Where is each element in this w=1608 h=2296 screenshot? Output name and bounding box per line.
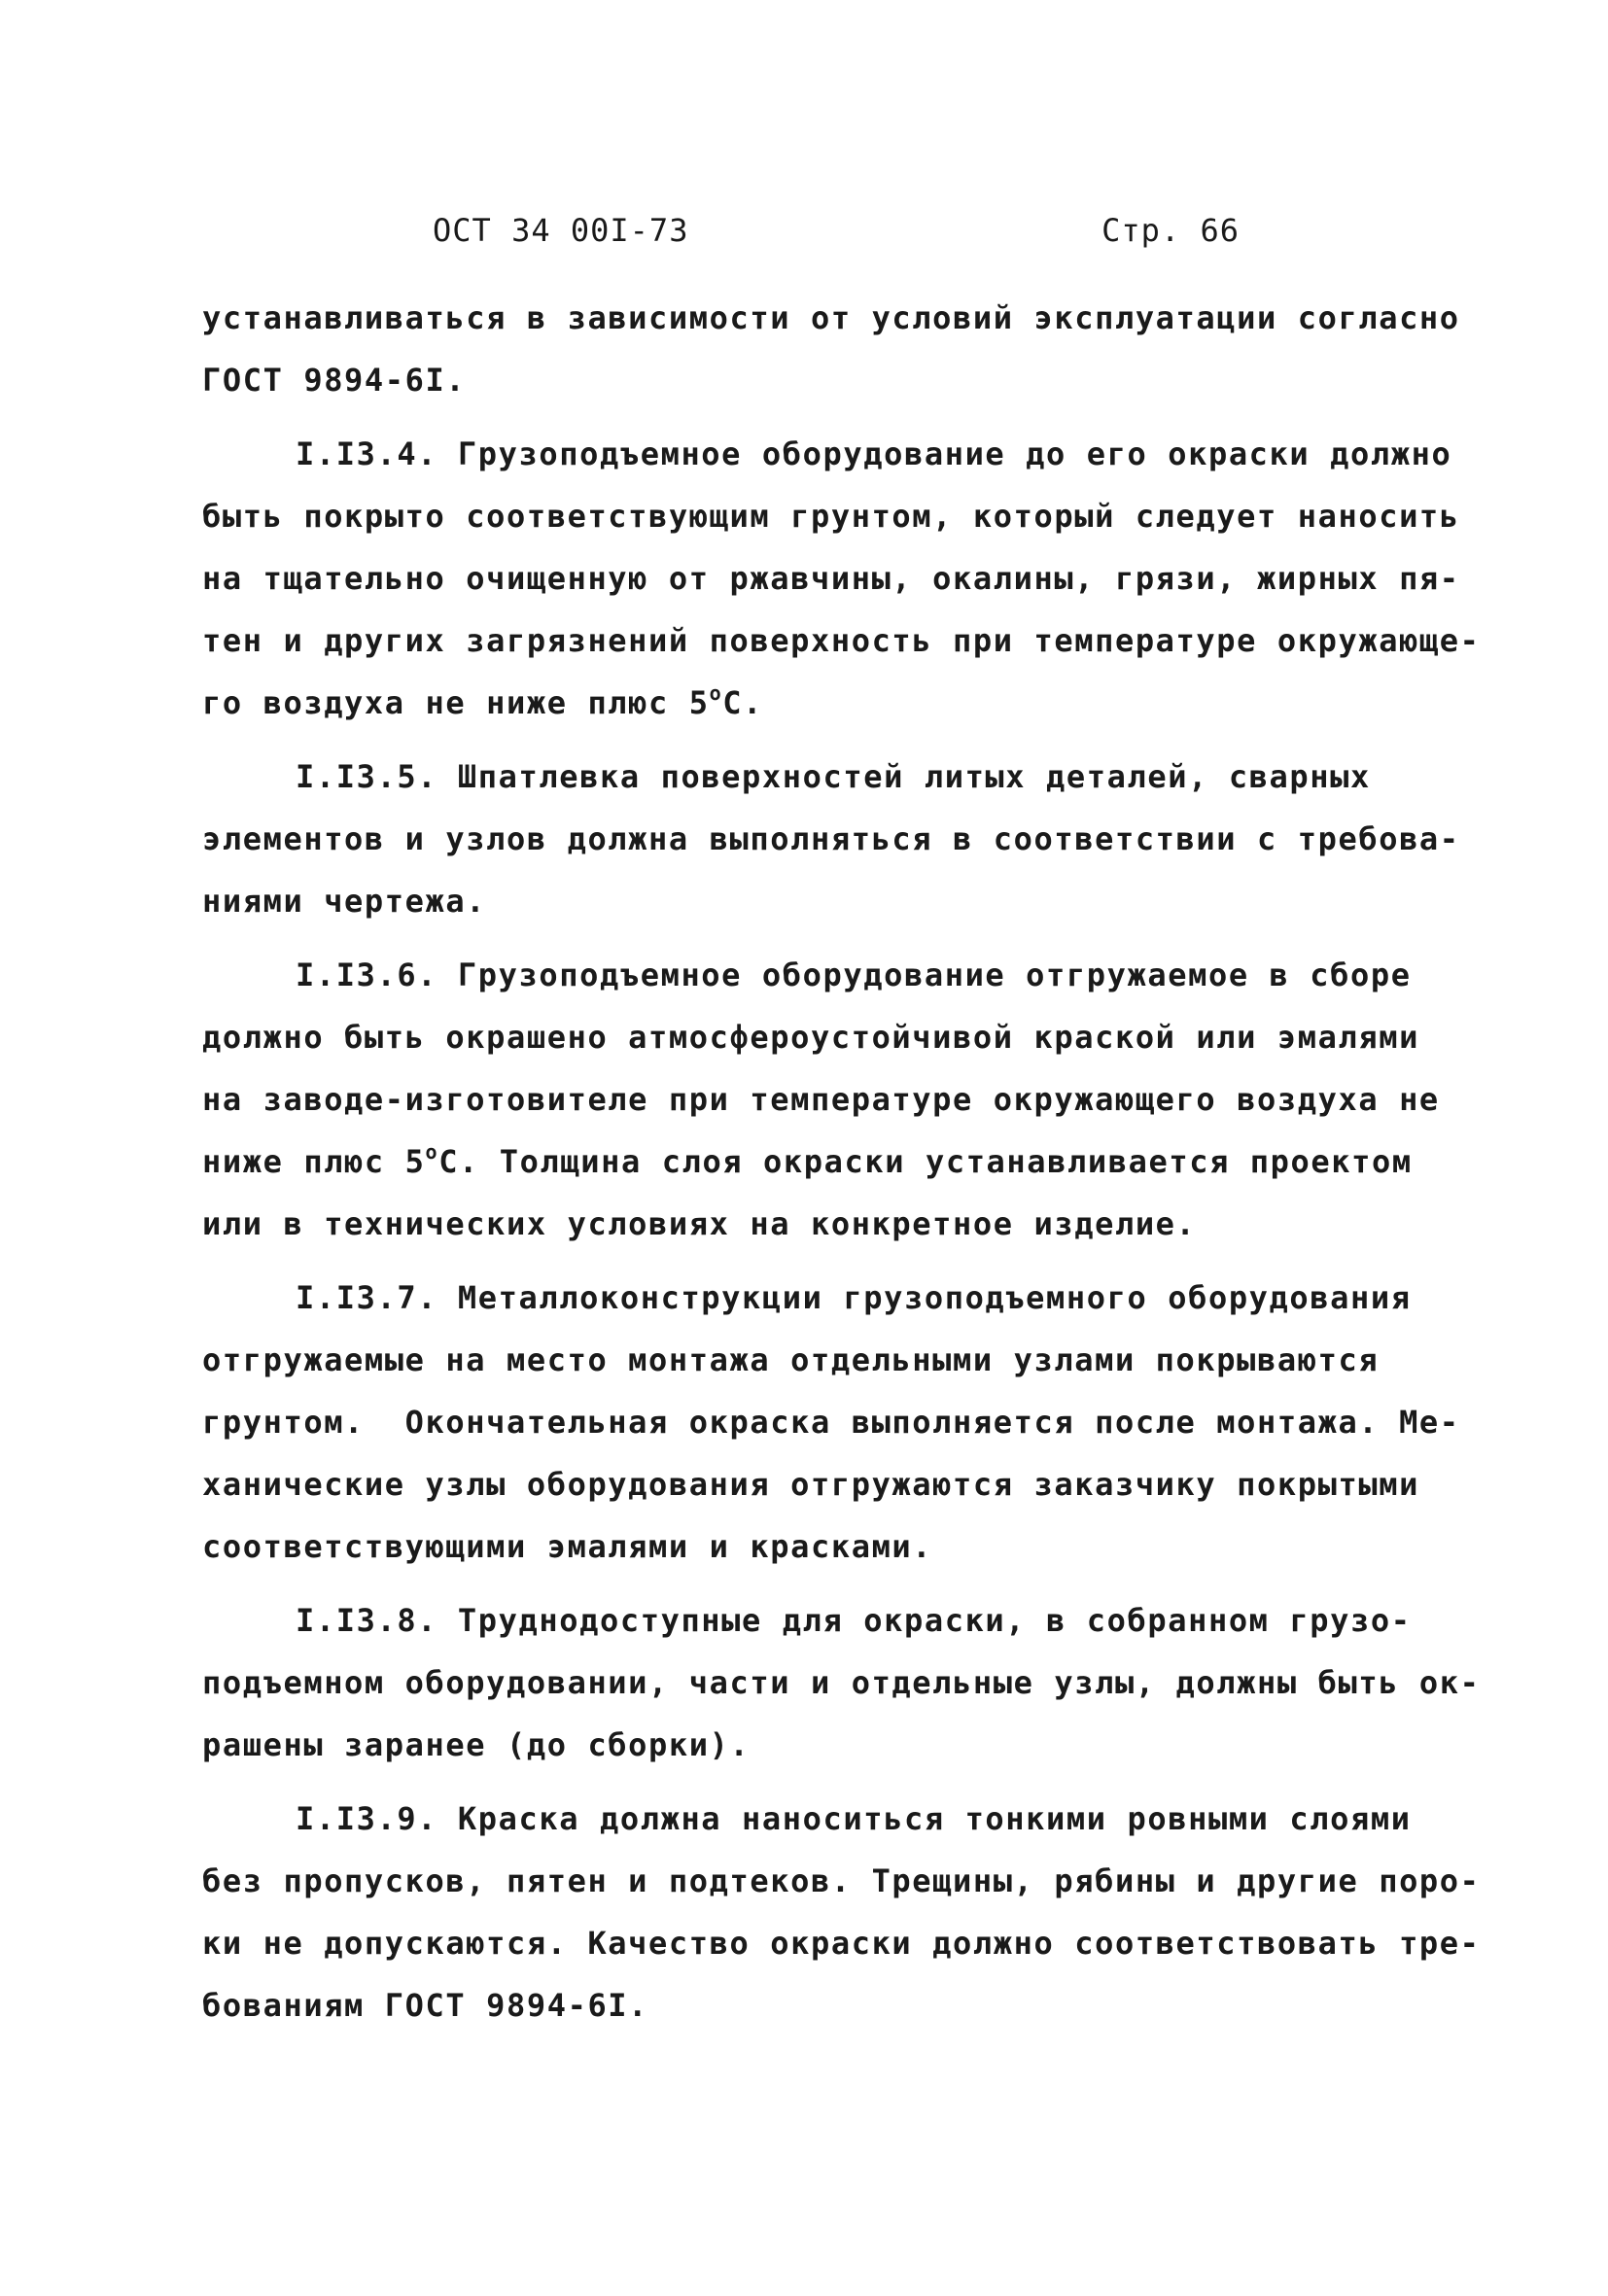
text-line: на заводе-изготовителе при температуре окружающего воздуха не xyxy=(202,1081,1440,1118)
page-number: Стр. 66 xyxy=(1101,212,1240,249)
document-code: ОСТ 34 00I-73 xyxy=(433,212,689,249)
paragraph-1-13-5 xyxy=(202,746,1460,932)
text-fragment: С. xyxy=(722,684,764,721)
text-fragment: ниже плюс 5 xyxy=(202,1143,426,1180)
text-fragment: С. Толщина слоя окраски устанавливается проектом xyxy=(438,1143,1413,1180)
text-line: тен и других загрязнений поверхность при температуре окружающе- xyxy=(202,622,1481,659)
text-line xyxy=(202,672,1408,734)
text-line: I.I3.9. Краска должна наноситься тонкими ровными слоями xyxy=(296,1800,1412,1837)
text-line: быть покрыто соответствующим грунтом, который следует наносить xyxy=(202,498,1460,535)
text-line: ниями чертежа. xyxy=(202,883,487,920)
text-line: отгружаемые на место монтажа отдельными узлами покрываются xyxy=(202,1341,1380,1378)
paragraph-1-13-8 xyxy=(202,1589,1481,1776)
text-line: бованиям ГОСТ 9894-6I. xyxy=(202,1987,649,2024)
text-line: грунтом. Окончательная окраска выполняется после монтажа. Ме- xyxy=(202,1404,1460,1441)
text-line: без пропусков, пятен и подтеков. Трещины, рябины и другие поро- xyxy=(202,1862,1481,1899)
page-header xyxy=(433,212,1240,261)
degree-superscript: о xyxy=(709,681,723,705)
paragraph-1-13-6 xyxy=(202,944,1440,1255)
text-line: I.I3.7. Металлоконструкции грузоподъемного оборудования xyxy=(296,1279,1412,1316)
text-fragment: го воздуха не ниже плюс 5 xyxy=(202,684,710,721)
text-line: на тщательно очищенную от ржавчины, окалины, грязи, жирных пя- xyxy=(202,560,1460,597)
text-line: ки не допускаются. Качество окраски должно соответствовать тре- xyxy=(202,1925,1481,1962)
paragraph-1-13-4 xyxy=(202,423,1481,734)
text-line: должно быть окрашено атмосфероустойчивой краской или эмалями xyxy=(202,1019,1419,1056)
document-body xyxy=(202,287,1481,2036)
paragraph-continuation xyxy=(202,287,1460,411)
degree-superscript: о xyxy=(425,1140,439,1164)
text-line: I.I3.4. Грузоподъемное оборудование до его окраски должно xyxy=(296,435,1452,472)
text-line: I.I3.6. Грузоподъемное оборудование отгружаемое в сборе xyxy=(296,957,1412,993)
text-line: I.I3.8. Труднодоступные для окраски, в собранном грузо- xyxy=(296,1602,1412,1639)
text-line: элементов и узлов должна выполняться в соответствии с требова- xyxy=(202,820,1460,857)
text-line: ГОСТ 9894-6I. xyxy=(202,362,467,399)
paragraph-1-13-7 xyxy=(202,1267,1460,1578)
text-line: рашены заранее (до сборки). xyxy=(202,1726,751,1763)
text-line: ханические узлы оборудования отгружаются заказчику покрытыми xyxy=(202,1466,1419,1503)
text-line: I.I3.5. Шпатлевка поверхностей литых деталей, сварных xyxy=(296,758,1371,795)
text-line: или в технических условиях на конкретное изделие. xyxy=(202,1205,1197,1242)
text-line: подъемном оборудовании, части и отдельные узлы, должны быть ок- xyxy=(202,1664,1481,1701)
text-line: устанавливаться в зависимости от условий эксплуатации согласно xyxy=(202,299,1460,336)
text-line xyxy=(202,1131,1413,1193)
text-line: соответствующими эмалями и красками. xyxy=(202,1528,933,1565)
paragraph-1-13-9 xyxy=(202,1788,1481,2036)
